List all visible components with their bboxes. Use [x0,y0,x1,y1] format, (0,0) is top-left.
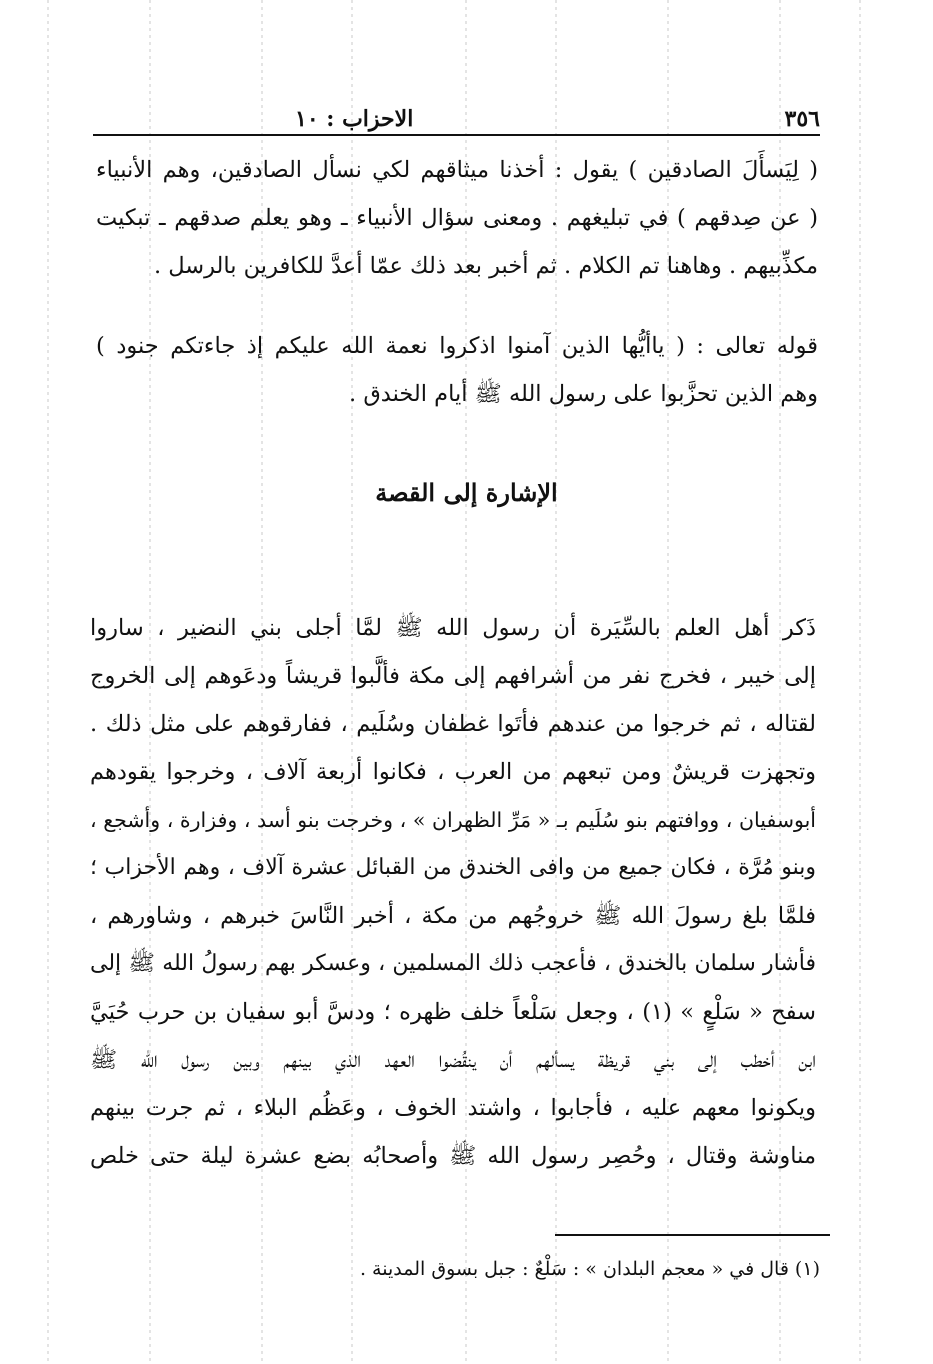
text-line: ( عن صِدقهم ) في تبليغهم . ومعنى سؤال الأنبياء ـ وهو يعلم صدقهم ـ تبكيت [96,205,818,231]
footnote: (١) قال في « معجم البلدان » : سَلْعٌ : جبل بسوق المدينة . [359,1258,820,1280]
tafsir-paragraph [96,146,818,290]
story-paragraph [90,604,816,1180]
text-line: سفح « سَلْعٍ » (١) ، وجعل سَلْعاً خلف ظهره ؛ ودسَّ أبو سفيان بن حرب حُيَيَّ [90,999,816,1025]
text-line: ويكونوا معهم عليه ، فأجابوا ، واشتد الخوف ، وعَظُم البلاء ، ثم جرت بينهم [90,1095,816,1121]
text-line: وهم الذين تحزَّبوا على رسول الله ﷺ أيام الخندق . [349,381,818,407]
text-line: أبوسفيان ، ووافتهم بنو سُلَيم بـ « مَرِّ الظهران » ، وخرجت بنو أسد ، وفزارة ، وأشجع ، [90,808,816,832]
text-line: فأشار سلمان بالخندق ، فأعجب ذلك المسلمين ، وعسكر بهم رسولُ الله ﷺ إلى [90,951,816,976]
verse-paragraph [96,322,818,418]
text-line: ابن أخطب إلى بني قريظة يسألهم أن ينقُضوا العهد الذي بينهم وبين رسول الله ﷺ [90,1047,816,1073]
text-line: ذَكر أهل العلم بالسِّيَرة أن رسول الله ﷺ لمَّا أجلى بني النضير ، ساروا [90,615,816,641]
text-line: فلمَّا بلغ رسولَ الله ﷺ خروجُهم من مكة ، أخبر النَّاسَ خبرهم ، وشاورهم ، [90,903,816,929]
text-line: إلى خيبر ، فخرج نفر من أشرافهم إلى مكة فألَّبوا قريشاً ودعَوهم إلى الخروج [90,663,816,689]
text-line: مكذِّبيهم . وهاهنا تم الكلام . ثم أخبر بعد ذلك عمّا أعدَّ للكافرين بالرسل . [153,253,818,279]
header-rule [93,134,820,136]
footnote-rule [555,1234,830,1236]
running-title: الاحزاب : ١٠ [295,106,414,132]
text-line: ( لِيَسأَلَ الصادقين ) يقول : أخذنا ميثاقهم لكي نسأل الصادقين، وهم الأنبياء [96,157,818,183]
text-line: مناوشة وقتال ، وحُصِر رسول الله ﷺ وأصحابُه بضع عشرة ليلة حتى خلص [90,1143,816,1169]
text-line: قوله تعالى : ( ياأيُّها الذين آمنوا اذكروا نعمة الله عليكم إذ جاءتكم جنود ) [96,333,818,359]
page-number: ٣٥٦ [784,106,820,132]
page-header [95,92,820,132]
text-line: وتجهزت قريشٌ ومن تبعهم من العرب ، فكانوا أربعة آلاف ، وخرجوا يقودهم [90,759,816,785]
section-heading: الإشارة إلى القصة [375,478,558,507]
text-line: وبنو مُرَّة ، فكان جميع من وافى الخندق من القبائل عشرة آلاف ، وهم الأحزاب ؛ [90,855,816,880]
text-line: لقتاله ، ثم خرجوا من عندهم فأتَوا غطفان وسُلَيم ، ففارقوهم على مثل ذلك . [90,711,816,737]
